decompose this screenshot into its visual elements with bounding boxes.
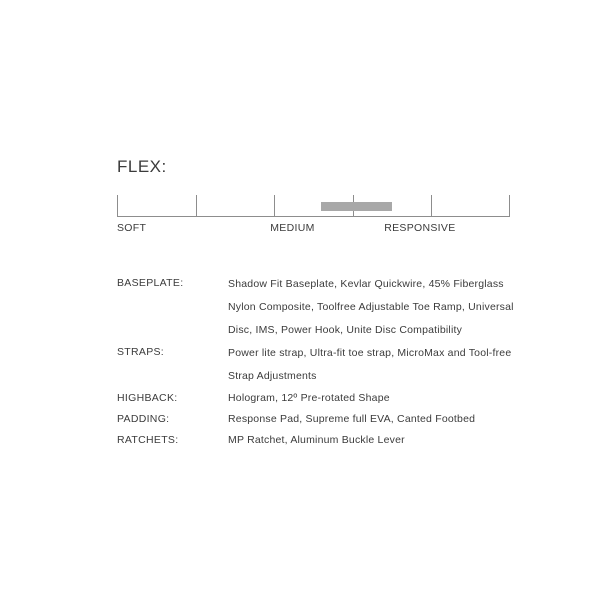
flex-scale-label: SOFT [117,222,147,234]
spec-label: RATCHETS: [117,434,179,446]
flex-heading: FLEX: [117,157,167,176]
spec-label: PADDING: [117,413,170,425]
spec-row [117,342,537,388]
spec-value: MP Ratchet, Aluminum Buckle Lever [228,434,405,446]
flex-scale-label: MEDIUM [270,222,315,234]
spec-label: HIGHBACK: [117,392,178,404]
flex-scale-tick [509,195,510,217]
flex-scale-tick [196,195,197,217]
spec-row [117,388,537,409]
spec-value: Response Pad, Supreme full EVA, Canted Footbed [228,413,476,425]
flex-scale-baseline [117,216,510,217]
spec-label: STRAPS: [117,346,165,358]
spec-label: BASEPLATE: [117,277,184,289]
flex-scale-tick [117,195,118,217]
spec-table [117,273,537,451]
flex-scale [117,193,510,217]
spec-value: Hologram, 12º Pre-rotated Shape [228,392,390,404]
spec-row [117,273,537,342]
spec-row [117,409,537,430]
flex-scale-tick [431,195,432,217]
flex-scale-label: RESPONSIVE [384,222,456,234]
spec-row [117,430,537,451]
spec-value: Shadow Fit Baseplate, Kevlar Quickwire, 45% Fiberglass Nylon Composite, Toolfree Adjustable Toe Ramp, Universal Disc, IMS, Power Hook, Unite Disc Compatibility [228,278,514,336]
spec-value: Power lite strap, Ultra-fit toe strap, MicroMax and Tool-free Strap Adjustments [228,347,512,382]
flex-scale-fill [321,202,392,211]
flex-scale-tick [274,195,275,217]
flex-scale-labels [117,222,517,238]
